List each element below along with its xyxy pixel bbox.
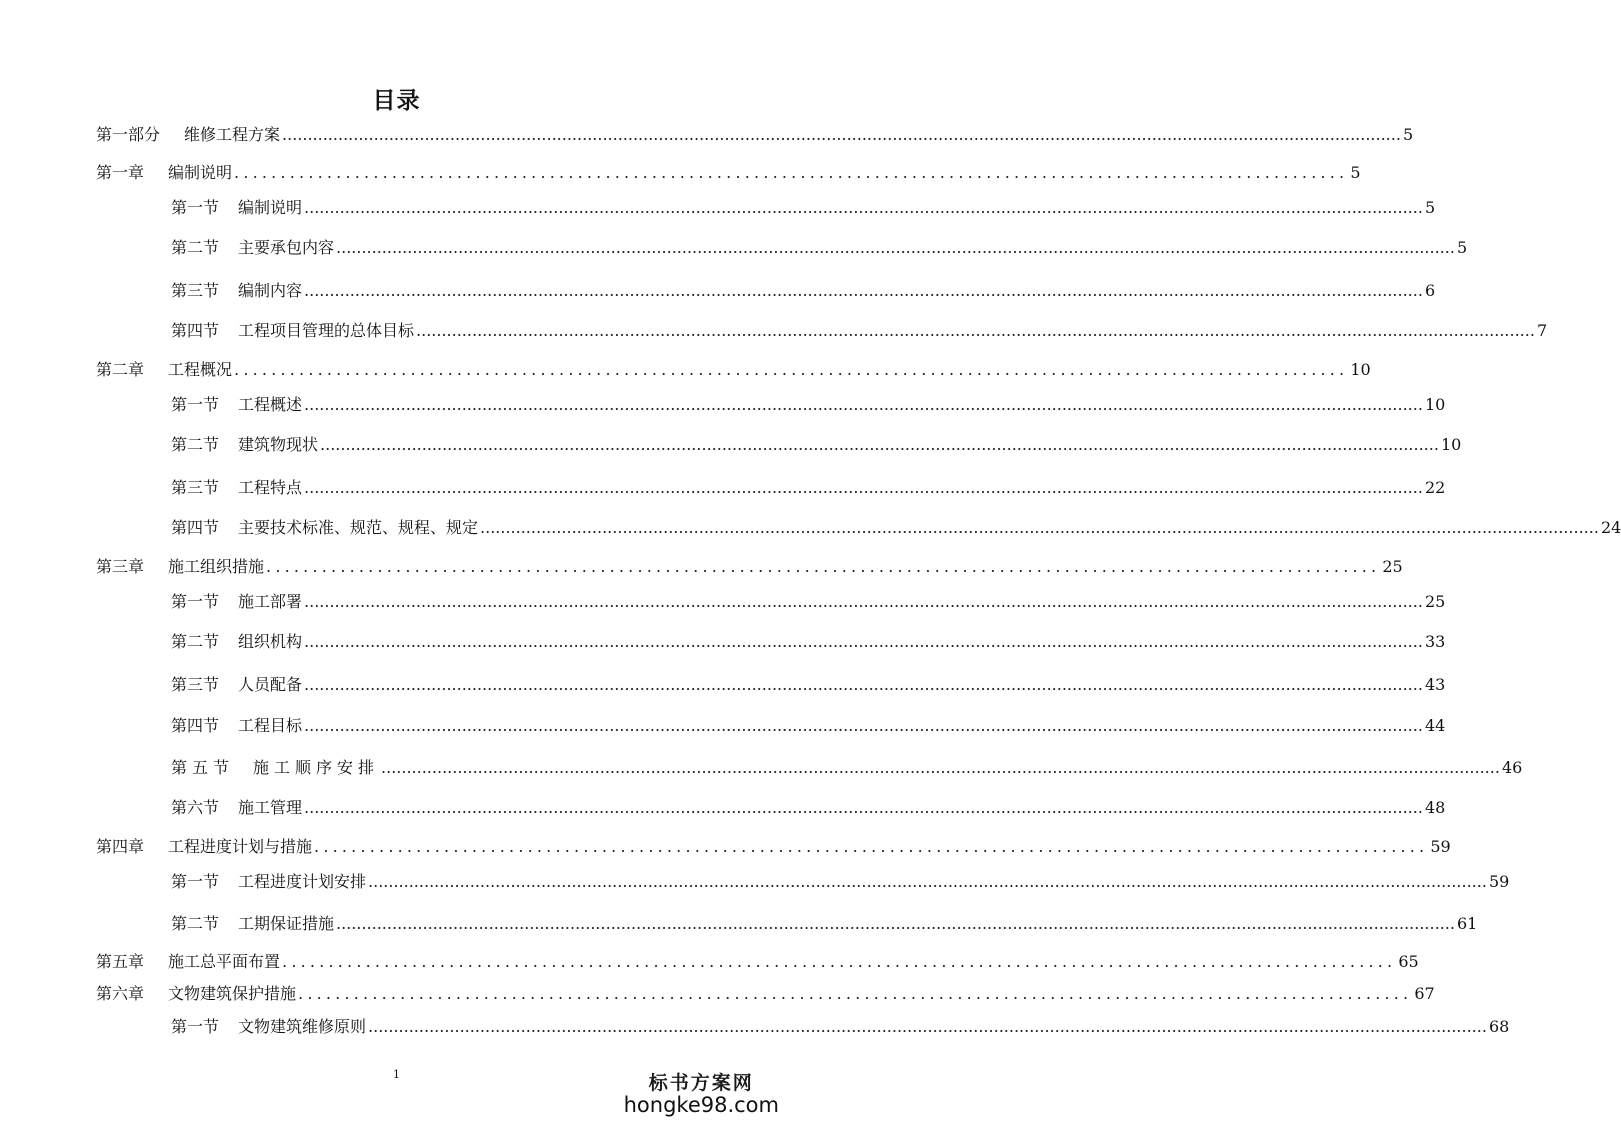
toc-entry-page: 33: [1424, 632, 1446, 651]
toc-entry-page: 44: [1424, 716, 1446, 735]
toc-entry-page: 59: [1430, 837, 1451, 856]
toc-dot-leader: ............................................................................................................................................................................................................................: [416, 321, 1535, 340]
toc-entry-number: 第二节: [171, 238, 220, 257]
toc-entry-label: [96, 360, 232, 380]
toc-entry-label: [171, 872, 366, 892]
toc-dot-leader: ........................................................................................................................: [234, 360, 1349, 379]
watermark-cn: 标书方案网: [648, 1072, 754, 1094]
toc-entry[interactable]: [171, 1017, 1510, 1037]
toc-entry-page: 24: [1600, 518, 1621, 537]
toc-entry-text: 工程特点: [238, 478, 303, 497]
toc-entry-page: 22: [1424, 478, 1446, 497]
toc-entry-number: 第三章: [96, 557, 145, 576]
toc-entry-number: 第三节: [171, 281, 220, 300]
watermark: [624, 1068, 779, 1117]
toc-entry-label: [171, 198, 302, 218]
toc-entry-label: [171, 1017, 366, 1037]
toc-entry[interactable]: [171, 798, 1446, 818]
toc-entry-number: 第六节: [171, 798, 220, 817]
toc-entry-page: 5: [1402, 125, 1414, 144]
toc-dot-leader: ............................................................................................................................................................................................................................: [320, 435, 1439, 454]
toc-entry[interactable]: [171, 395, 1446, 415]
toc-entry-text: 施工部署: [238, 592, 303, 611]
toc-entry[interactable]: [96, 125, 1414, 145]
toc-entry[interactable]: [171, 518, 1621, 538]
toc-entry-text: 主要技术标准、规范、规程、规定: [238, 518, 479, 537]
toc-entry-label: [96, 984, 296, 1004]
toc-entry-number: 第二节: [171, 435, 220, 454]
toc-dot-leader: ............................................................................................................................................................................................................................: [336, 914, 1455, 933]
toc-dot-leader: ............................................................................................................................................................................................................................: [381, 758, 1500, 777]
toc-entry-text: 编制说明: [168, 163, 233, 182]
toc-entry-text: 文物建筑维修原则: [238, 1017, 367, 1036]
toc-entry-label: [171, 716, 302, 736]
toc-entry-page: 46: [1501, 758, 1523, 777]
toc-entry-page: 7: [1536, 321, 1548, 340]
toc-entry-text: 编制内容: [238, 281, 303, 300]
toc-entry-text: 工程概述: [238, 395, 303, 414]
toc-entry-text: 工程项目管理的总体目标: [238, 321, 415, 340]
toc-dot-leader: ............................................................................................................................................................................................................................: [336, 238, 1455, 257]
toc-entry-label: [171, 238, 334, 258]
toc-entry-number: 第四节: [171, 716, 220, 735]
toc-entry-page: 5: [1456, 238, 1468, 257]
toc-entry-page: 25: [1382, 557, 1403, 576]
toc-entry-label: [171, 518, 478, 538]
toc-dot-leader: ............................................................................................................................................................................................................................: [304, 632, 1423, 651]
toc-entry-label: [96, 163, 232, 183]
toc-entry-text: 施工组织措施: [168, 557, 265, 576]
toc-entry-number: 第四章: [96, 837, 145, 856]
toc-entry-number: 第一节: [171, 395, 220, 414]
toc-entry-label: [171, 914, 334, 934]
page-title: 目录: [372, 88, 421, 114]
toc-entry-text: 维修工程方案: [184, 125, 281, 144]
toc-entry-page: 43: [1424, 675, 1446, 694]
toc-entry-page: 25: [1424, 592, 1446, 611]
toc-entry-number: 第一节: [171, 1017, 220, 1036]
toc-entry[interactable]: [171, 675, 1446, 695]
toc-entry[interactable]: [171, 758, 1523, 778]
toc-dot-leader: ........................................................................................................................: [234, 163, 1349, 182]
toc-entry-number: 第三节: [171, 675, 220, 694]
toc-entry-number: 第一节: [171, 592, 220, 611]
toc-dot-leader: ............................................................................................................................................................................................................................: [304, 798, 1423, 817]
toc-entry[interactable]: [96, 163, 1361, 183]
toc-entry-text: 组织机构: [238, 632, 303, 651]
toc-dot-leader: ............................................................................................................................................................................................................................: [304, 198, 1423, 217]
toc-entry-text: 工程进度计划安排: [238, 872, 367, 891]
toc-entry-number: 第一节: [171, 872, 220, 891]
toc-entry[interactable]: [171, 321, 1548, 341]
toc-dot-leader: ............................................................................................................................................................................................................................: [304, 716, 1423, 735]
toc-entry-number: 第四节: [171, 321, 220, 340]
toc-entry[interactable]: [96, 984, 1435, 1004]
toc-entry-number: 第四节: [171, 518, 220, 537]
watermark-en: hongke98.com: [623, 1093, 779, 1117]
toc-entry-page: 48: [1424, 798, 1446, 817]
toc-entry-text: 文物建筑保护措施: [168, 984, 297, 1003]
toc-entry-text: 施工总平面布置: [168, 952, 281, 971]
toc-dot-leader: ............................................................................................................................................................................................................................: [304, 592, 1423, 611]
toc-dot-leader: ............................................................................................................................................................................................................................: [304, 478, 1423, 497]
toc-entry[interactable]: [96, 360, 1371, 380]
toc-entry-text: 工期保证措施: [238, 914, 335, 933]
toc-entry-page: 68: [1488, 1017, 1510, 1036]
toc-entry[interactable]: [171, 435, 1462, 455]
toc-entry-number: 第二节: [171, 632, 220, 651]
toc-dot-leader: ............................................................................................................................................................................................................................: [304, 281, 1423, 300]
toc-entry-number: 第二章: [96, 360, 145, 379]
toc-dot-leader: ........................................................................................................................: [298, 984, 1413, 1003]
toc-entry[interactable]: [171, 198, 1436, 218]
toc-entry[interactable]: [171, 632, 1446, 652]
toc-dot-leader: ............................................................................................................................................................................................................................: [304, 395, 1423, 414]
toc-entry-page: 5: [1350, 163, 1361, 182]
toc-entry[interactable]: [96, 557, 1403, 577]
toc-entry-number: 第五章: [96, 952, 145, 971]
toc-entry-page: 10: [1424, 395, 1446, 414]
toc-entry-text: 建筑物现状: [238, 435, 319, 454]
toc-entry-number: 第三节: [171, 478, 220, 497]
toc-dot-leader: ........................................................................................................................: [266, 557, 1381, 576]
toc-entry-label: [171, 758, 379, 778]
toc-entry-text: 工程概况: [168, 360, 233, 379]
toc-entry-page: 67: [1414, 984, 1435, 1003]
toc-entry-label: [171, 321, 414, 341]
toc-entry-number: 第五节: [171, 758, 235, 777]
toc-entry-number: 第一部分: [96, 125, 161, 144]
toc-entry-label: [96, 952, 280, 972]
toc-entry-label: [96, 557, 264, 577]
toc-entry-number: 第二节: [171, 914, 220, 933]
toc-entry-number: 第一节: [171, 198, 220, 217]
toc-entry-label: [171, 675, 302, 695]
toc-entry-text: 主要承包内容: [238, 238, 335, 257]
toc-entry-page: 10: [1440, 435, 1462, 454]
toc-dot-leader: ............................................................................................................................................................................................................................: [368, 1017, 1487, 1036]
toc-entry-label: [171, 478, 302, 498]
toc-entry-page: 6: [1424, 281, 1436, 300]
toc-entry[interactable]: [96, 952, 1419, 972]
toc-entry[interactable]: [171, 716, 1446, 736]
toc-entry[interactable]: [171, 592, 1446, 612]
toc-entry-text: 施工管理: [238, 798, 303, 817]
toc-dot-leader: ............................................................................................................................................................................................................................: [304, 675, 1423, 694]
toc-dot-leader: ............................................................................................................................................................................................................................: [480, 518, 1599, 537]
toc-dot-leader: ............................................................................................................................................................................................................................: [282, 125, 1401, 144]
toc-entry-text: 人员配备: [238, 675, 303, 694]
toc-entry[interactable]: [171, 238, 1468, 258]
toc-entry-text: 工程目标: [238, 716, 303, 735]
toc-entry-label: [171, 632, 302, 652]
toc-entry[interactable]: [171, 281, 1436, 301]
toc-entry-page: 61: [1456, 914, 1478, 933]
toc-entry-label: [171, 395, 302, 415]
toc-entry-text: 施工顺序安排: [253, 758, 380, 777]
toc-entry[interactable]: [96, 837, 1451, 857]
toc-entry-page: 10: [1350, 360, 1371, 379]
toc-entry-number: 第六章: [96, 984, 145, 1003]
toc-entry-text: 工程进度计划与措施: [168, 837, 313, 856]
page-number: 1: [393, 1068, 400, 1081]
toc-entry[interactable]: [171, 872, 1510, 892]
toc-entry-label: [96, 125, 280, 145]
toc-entry-page: 65: [1398, 952, 1419, 971]
toc-entry-label: [96, 837, 312, 857]
toc-entry-page: 5: [1424, 198, 1436, 217]
toc-dot-leader: ............................................................................................................................................................................................................................: [368, 872, 1487, 891]
toc-dot-leader: ........................................................................................................................: [314, 837, 1429, 856]
toc-entry-number: 第一章: [96, 163, 145, 182]
toc-entry-label: [171, 592, 302, 612]
toc-entry-label: [171, 798, 302, 818]
toc-entry-label: [171, 435, 318, 455]
toc-entry[interactable]: [171, 914, 1478, 934]
toc-dot-leader: ........................................................................................................................: [282, 952, 1397, 971]
toc-entry[interactable]: [171, 478, 1446, 498]
toc-entry-label: [171, 281, 302, 301]
toc-entry-text: 编制说明: [238, 198, 303, 217]
toc-entry-page: 59: [1488, 872, 1510, 891]
